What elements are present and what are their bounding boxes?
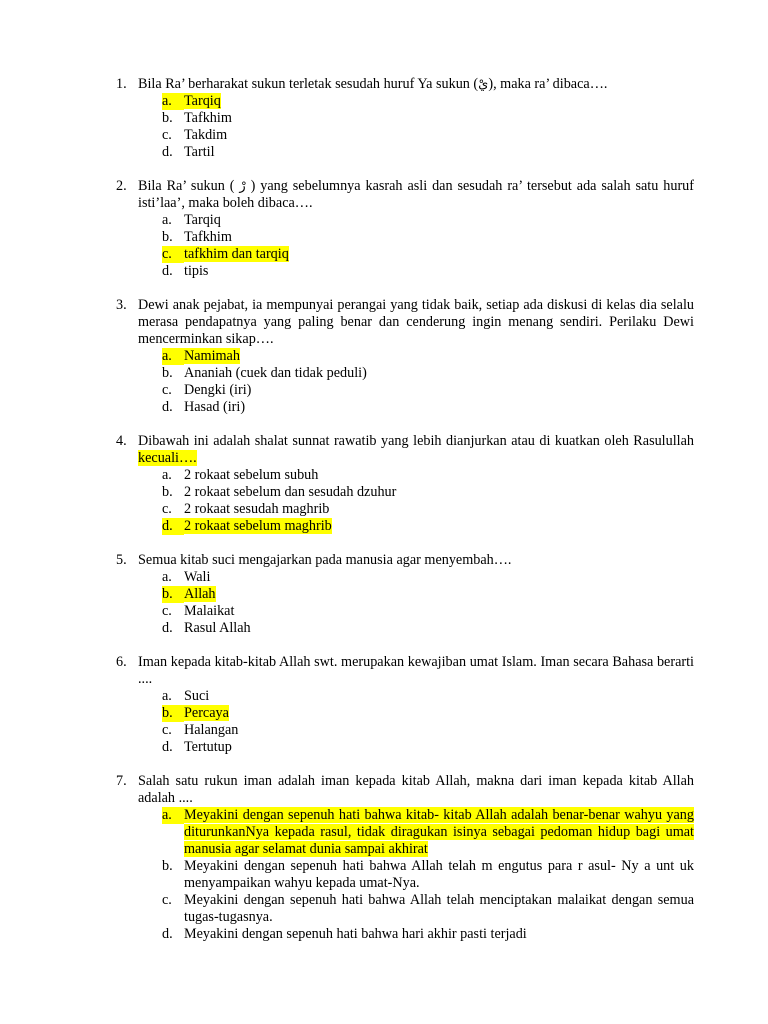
- question-text: Dibawah ini adalah shalat sunnat rawatib yang lebih dianjurkan atau di kuatkan oleh Rasulullah kecuali….: [138, 433, 694, 466]
- highlighted-keyword: kecuali….: [138, 450, 197, 466]
- question-text: Bila Ra’ berharakat sukun terletak sesudah huruf Ya sukun (يْ), maka ra’ dibaca….: [138, 76, 608, 92]
- option-a: a. Namimah: [162, 348, 240, 364]
- question-number: 6.: [116, 654, 127, 670]
- option-d: d. tipis: [162, 263, 209, 279]
- option-d: d. Tartil: [162, 144, 215, 160]
- question-6: [0, 654, 768, 756]
- question-5: [0, 552, 768, 637]
- question-number: 2.: [116, 178, 127, 194]
- question-number: 7.: [116, 773, 127, 789]
- question-text: Dewi anak pejabat, ia mempunyai perangai yang tidak baik, setiap ada diskusi di kelas dia selalu merasa pendapatnya yang paling benar dan cenderung ingin menang sendiri. Perilaku Dewi mencerminkan sikap….: [138, 297, 694, 347]
- option-c: c. Dengki (iri): [162, 382, 252, 398]
- option-c: c. Meyakini dengan sepenuh hati bahwa Allah telah menciptakan malaikat dengan semua tugas-tugasnya.: [162, 892, 694, 925]
- option-b: b. Ananiah (cuek dan tidak peduli): [162, 365, 367, 381]
- question-4: [0, 433, 768, 535]
- option-c: c. Halangan: [162, 722, 239, 738]
- question-number: 1.: [116, 76, 127, 92]
- option-b: b. Tafkhim: [162, 110, 232, 126]
- option-d: d. Meyakini dengan sepenuh hati bahwa hari akhir pasti terjadi: [162, 926, 527, 942]
- option-b: b. Allah: [162, 586, 216, 602]
- question-text: Salah satu rukun iman adalah iman kepada kitab Allah, makna dari iman kepada kitab Allah adalah ....: [138, 773, 694, 806]
- question-1: [0, 76, 768, 161]
- question-2: [0, 178, 768, 280]
- question-number: 3.: [116, 297, 127, 313]
- option-c: c. 2 rokaat sesudah maghrib: [162, 501, 330, 517]
- option-a: a. Suci: [162, 688, 210, 704]
- option-d: d. 2 rokaat sebelum maghrib: [162, 518, 332, 534]
- question-number: 4.: [116, 433, 127, 449]
- question-text: Semua kitab suci mengajarkan pada manusia agar menyembah….: [138, 552, 512, 568]
- option-d: d. Rasul Allah: [162, 620, 251, 636]
- option-a: a. Tarqiq: [162, 93, 221, 109]
- arabic-glyph: رْ: [239, 179, 246, 194]
- question-7: [0, 773, 768, 943]
- option-b: b. Percaya: [162, 705, 229, 721]
- question-number: 5.: [116, 552, 127, 568]
- question-3: [0, 297, 768, 416]
- option-d: d. Hasad (iri): [162, 399, 246, 415]
- option-b: b. Tafkhim: [162, 229, 232, 245]
- option-c: c. Malaikat: [162, 603, 235, 619]
- option-c: c. tafkhim dan tarqiq: [162, 246, 289, 262]
- question-text: Iman kepada kitab-kitab Allah swt. merupakan kewajiban umat Islam. Iman secara Bahasa berarti ....: [138, 654, 694, 687]
- option-c: c. Takdim: [162, 127, 228, 143]
- option-d: d. Tertutup: [162, 739, 232, 755]
- question-text: Bila Ra’ sukun ( رْ ) yang sebelumnya kasrah asli dan sesudah ra’ tersebut ada salah satu huruf isti’laa’, maka boleh dibaca….: [138, 178, 694, 211]
- option-a: a. Wali: [162, 569, 211, 585]
- option-a: a. Tarqiq: [162, 212, 221, 228]
- option-b: b. 2 rokaat sebelum dan sesudah dzuhur: [162, 484, 397, 500]
- option-b: b. Meyakini dengan sepenuh hati bahwa Allah telah m engutus para r asul- Ny a unt uk menyampaikan wahyu kepada umat-Nya.: [162, 858, 694, 891]
- arabic-glyph: يْ: [478, 77, 489, 92]
- option-a: a. 2 rokaat sebelum subuh: [162, 467, 319, 483]
- option-a: a. Meyakini dengan sepenuh hati bahwa kitab- kitab Allah adalah benar-benar wahyu yang diturunkanNya kepada rasul, tidak diragukan isinya sebagai pedoman hidup bagi umat manusia agar selamat dunia sampai akhirat: [162, 807, 694, 857]
